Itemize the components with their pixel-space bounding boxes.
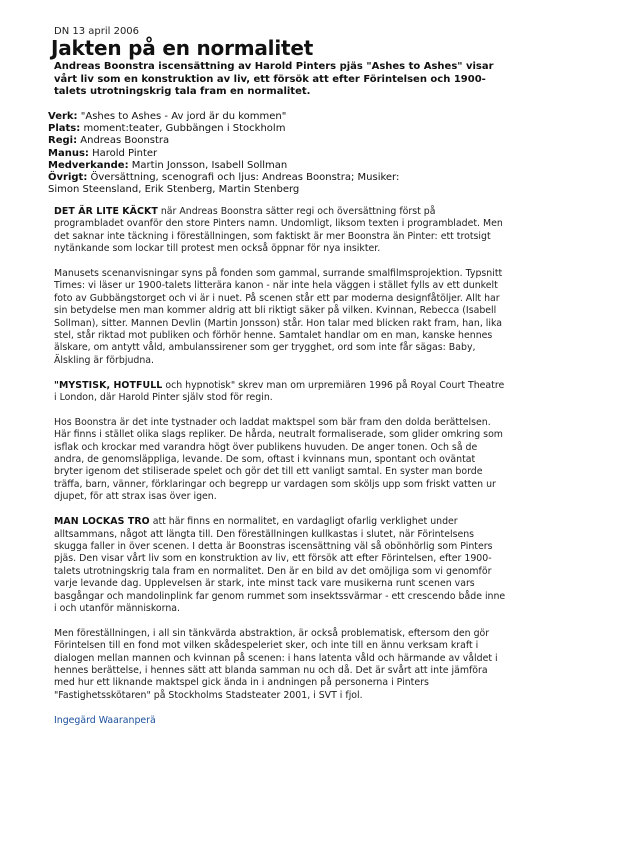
fact-row (48, 148, 428, 160)
paragraph-lead-in: DET ÄR LITE KÄCKT (54, 206, 158, 217)
body-paragraph (54, 206, 506, 256)
fact-label: Manus: (48, 147, 89, 159)
body-paragraph (54, 516, 506, 615)
fact-label: Plats: (48, 123, 81, 135)
paragraph-text: Hos Boonstra är det inte tystnader och laddat maktspel som bär fram den dolda berättelsen. Här finns i stället olika slags repliker. De hårda, neutralt formaliserade, som glider omkring som isflak och krockar med varandra högt över publikens huvuden. De anger tonen. Och så de andra, de genomsläppliga, levande. De som, oftast i kvinnans mun, spontant och oväntat bryter igenom det stiliserade spelet och gör det till ett vanligt samtal. En syster man borde träffa, barn, vänner, förklaringar och begrepp ur vardagen som sköljs upp som friskt vatten ur djupet, för att strax isas över igen. (54, 416, 503, 503)
paragraph-text: Manusets scenanvisningar syns på fonden som gammal, surrande smalfilmsprojektion. Typsnitt Times: vi läser ur 1900-talets litterära kanon - när inte hela väggen i stället fylls av ett dunkelt foto av Gubbängstorget och vi är i nuet. På scenen står ett par moderna designfåtöljer. Allt har sin betydelse men man kommer aldrig att bli riktigt säker på vilken. Kvinnan, Rebecca (Isabell Sollman), sitter. Mannen Devlin (Martin Jonsson) står. Hon talar med blicken rakt fram, han, lika stel, står riktad mot publiken och förhör henne. Samtalet handlar om en man, kanske hennes älskare, om antytt våld, ambulanssirener som ger trygghet, ord som inte får sägas: Baby, Älskling är förbjudna. (54, 268, 503, 366)
fact-value: "Ashes to Ashes - Av jord är du kommen" (80, 111, 287, 122)
fact-value: Harold Pinter (92, 147, 158, 159)
fact-label: Medverkande: (48, 159, 129, 171)
paragraph-text: när Andreas Boonstra sätter regi och översättning först på programbladet ovanför den store Pinters namn. Undomligt, liksom texten i programbladet. Men det saknar inte täckning i föreställningen, som faktiskt är mer Boonstra än Pinter: ett trotsigt nytänkande som lockar till protest men också öppnar för nya insikter. (54, 206, 503, 255)
fact-value: moment:teater, Gubbängen i Stockholm (83, 123, 286, 135)
paragraph-lead-in: "MYSTISK, HOTFULL (54, 379, 163, 391)
production-facts (48, 111, 428, 196)
body-paragraph (54, 417, 506, 504)
fact-label: Verk: (48, 111, 78, 122)
fact-row (48, 135, 428, 147)
body-paragraph (54, 628, 506, 702)
lead-paragraph: Andreas Boonstra iscensättning av Harold Pinters pjäs "Ashes to Ashes" visar vårt liv som en konstruktion av liv, ett försök att efter Förintelsen och 1900-talets utrotningskrig tala fram en normalitet. (54, 61, 494, 97)
fact-value: Martin Jonsson, Isabell Sollman (131, 159, 288, 171)
paragraph-text: Men föreställningen, i all sin tänkvärda abstraktion, är också problematisk, eftersom den gör Förintelsen till en fond mot vilken skådespeleriet sker, och inte till en ännu verksam kraft i dialogen mellan mannen och kvinnan på scenen: i hans latenta våld och härmande av våldet i hennes berättelse, i hennes sätt att blanda samman nu och då. Det är svårt att inte jämföra med hur ett liknande maktspel gick ända in i andningen på personerna i Pinters "Fastighetsskötaren" på Stockholms Stadsteater 2001, i SVT i fjol. (54, 627, 498, 701)
fact-row (48, 111, 428, 123)
fact-value: Andreas Boonstra (80, 135, 170, 147)
fact-row (48, 160, 428, 172)
paragraph-text: och hypnotisk" skrev man om urpremiären 1996 på Royal Court Theatre i London, där Harold Pinter själv stod för regin. (54, 379, 505, 404)
fact-value: Översättning, scenografi och ljus: Andreas Boonstra; Musiker: Simon Steensland, Erik Stenberg, Martin Stenberg (48, 172, 400, 196)
paragraph-lead-in: MAN LOCKAS TRO (54, 516, 150, 528)
fact-label: Övrigt: (48, 172, 88, 184)
byline-paragraph (54, 715, 506, 727)
fact-label: Regi: (48, 135, 78, 147)
body-paragraph (54, 380, 506, 405)
fact-row (48, 123, 428, 135)
author-byline-link[interactable]: Ingegärd Waaranperä (54, 714, 156, 726)
body-paragraph (54, 268, 506, 367)
article-body (54, 206, 506, 739)
headline: Jakten på en normalitet (51, 36, 314, 60)
paragraph-text: att här finns en normalitet, en vardagligt ofarlig verklighet under alltsammans, något att längta till. Den föreställningen kullkastas i slutet, när Förintelsens skugga faller in över scenen. I detta är Boonstras iscensättning väl så obönhörlig som Pinters pjäs. Den visar vårt liv som en konstruktion av liv, ett försök att efter Förintelsen, efter 1900-talets utrotningskrig tala fram en normalitet. Den är en bild av det omöjliga som vi genomför varje levande dag. Upplevelsen är stark, inte minst tack vare musikerna runt scenen vars basgångar och mandolinplink far genom rummet som insektssvärmar - ett crescendo både inne i och utanför människorna. (54, 516, 506, 614)
fact-row (48, 172, 428, 196)
dateline: DN 13 april 2006 (54, 26, 140, 37)
